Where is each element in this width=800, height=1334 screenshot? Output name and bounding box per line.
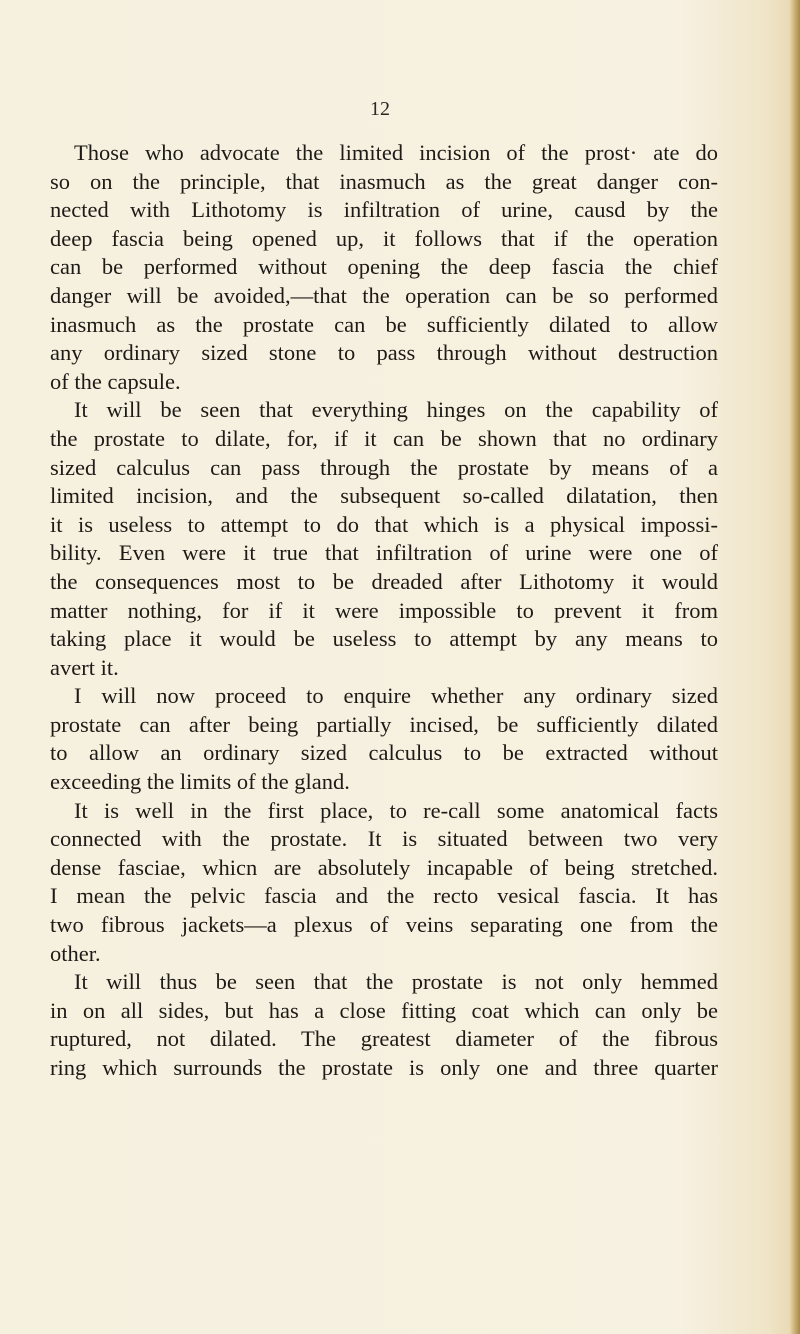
text-line: other. <box>50 940 101 966</box>
text-line: inasmuch as the prostate can be sufficiently dilated to allow <box>50 311 718 337</box>
text-line: bility. Even were it true that infiltration of urine were one of <box>50 540 718 566</box>
text-line: so on the principle, that inasmuch as the great danger con- <box>50 168 718 194</box>
text-line: deep fascia being opened up, it follows that if the operation <box>50 225 718 251</box>
text-line: the prostate to dilate, for, if it can be shown that no ordinary <box>50 425 718 451</box>
text-line: connected with the prostate. It is situated between two very <box>50 826 718 852</box>
text-line: the consequences most to be dreaded after Lithotomy it would <box>50 568 718 594</box>
page-edge-shadow <box>790 0 800 1334</box>
text-line: It will be seen that everything hinges on the capability of <box>74 397 718 423</box>
text-line: can be performed without opening the deep fascia the chief <box>50 254 718 280</box>
text-line: it is useless to attempt to do that which is a physical impossi- <box>50 511 718 537</box>
text-line: danger will be avoided,—that the operation can be so performed <box>50 282 718 308</box>
text-line: taking place it would be useless to attempt by any means to <box>50 626 718 652</box>
text-line: two fibrous jackets—a plexus of veins separating one from the <box>50 912 718 938</box>
text-line: I mean the pelvic fascia and the recto vesical fascia. It has <box>50 883 718 909</box>
text-line: to allow an ordinary sized calculus to be extracted without <box>50 740 718 766</box>
text-line: dense fasciae, whicn are absolutely incapable of being stretched. <box>50 854 718 880</box>
text-line: any ordinary sized stone to pass through without destruction <box>50 340 718 366</box>
text-line: ring which surrounds the prostate is only one and three quarter <box>50 1055 718 1080</box>
text-line: ruptured, not dilated. The greatest diameter of the fibrous <box>50 1026 718 1052</box>
page-number: 12 <box>370 98 390 120</box>
text-line: prostate can after being partially incised, be sufficiently dilated <box>50 711 718 737</box>
text-line: Those who advocate the limited incision of the prost· ate do <box>74 140 718 165</box>
text-line: nected with Lithotomy is infiltration of urine, causd by the <box>50 197 718 223</box>
text-line: matter nothing, for if it were impossible to prevent it from <box>50 597 718 623</box>
text-line: exceeding the limits of the gland. <box>50 769 350 795</box>
text-line: It is well in the first place, to re-call some anatomical facts <box>74 797 718 823</box>
text-line: It will thus be seen that the prostate is not only hemmed <box>74 969 718 995</box>
body-text <box>50 139 718 1083</box>
text-line: I will now proceed to enquire whether any ordinary sized <box>74 683 718 709</box>
text-line: limited incision, and the subsequent so-called dilatation, then <box>50 483 718 509</box>
text-line: avert it. <box>50 654 119 680</box>
text-line: sized calculus can pass through the prostate by means of a <box>50 454 718 480</box>
text-line: of the capsule. <box>50 368 181 394</box>
text-line: in on all sides, but has a close fitting coat which can only be <box>50 997 718 1023</box>
